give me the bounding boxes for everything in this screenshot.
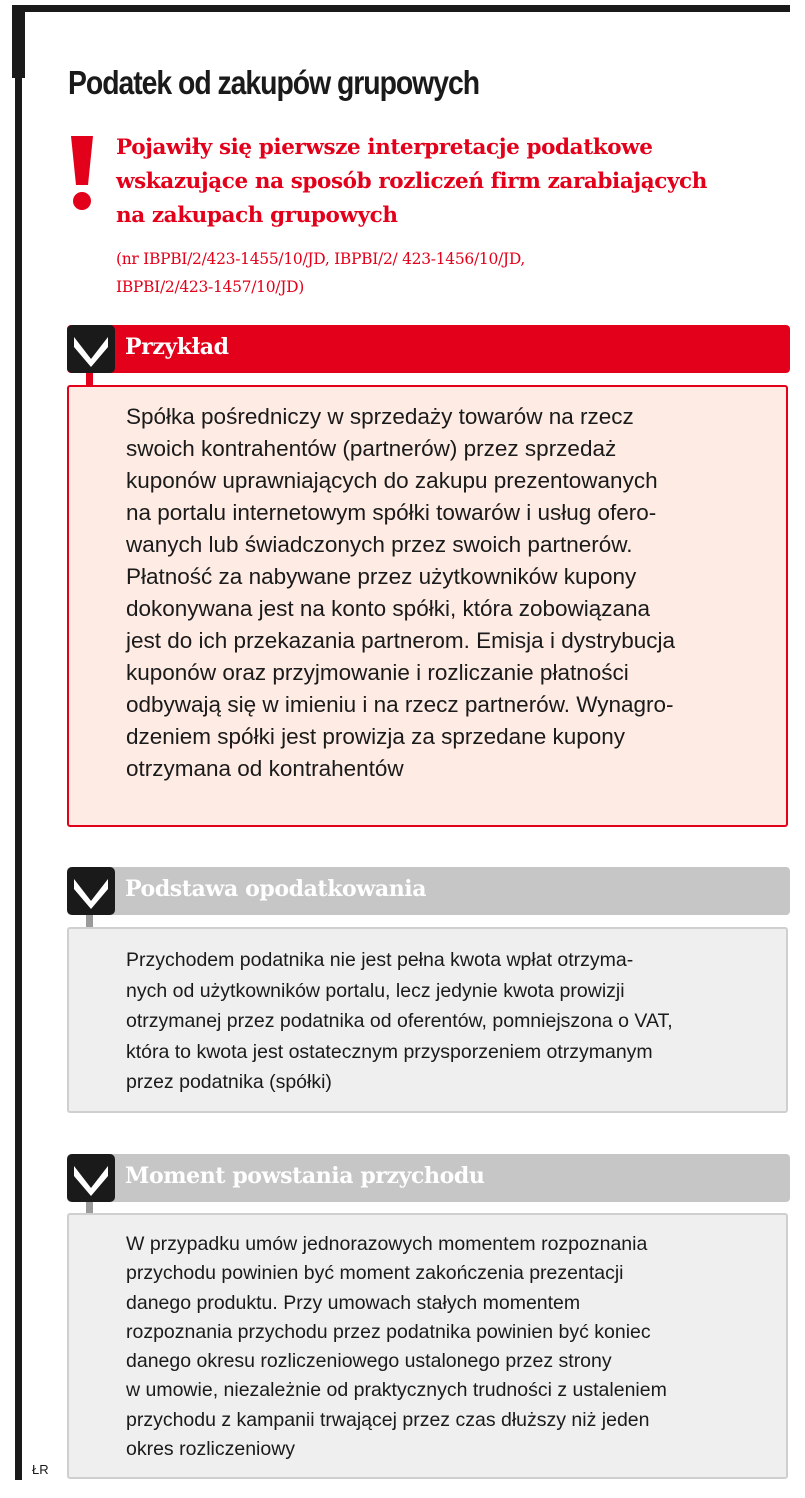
chevron-down-icon	[67, 867, 115, 915]
reference-numbers	[116, 245, 525, 301]
body-line: nych od użytkowników portalu, lecz jedynie kwota prowizji	[126, 979, 625, 1002]
section-header-revenue-moment	[67, 1154, 790, 1202]
section-heading: Przykład	[125, 334, 229, 360]
page-title: Podatek od zakupów grupowych	[68, 64, 480, 101]
body-line: swoich kontrahentów (partnerów) przez sprzedaż	[126, 436, 617, 461]
body-line: danego produktu. Przy umowach stałych momentem	[126, 1291, 581, 1314]
body-line: kuponów oraz przyjmowanie i rozliczanie płatności	[126, 660, 629, 685]
connector	[86, 915, 93, 927]
body-line: dokonywana jest na konto spółki, która zobowiązana	[126, 596, 651, 621]
body-line: rozpoznania przychodu przez podatnika powinien być koniec	[126, 1320, 651, 1343]
reference-line: (nr IBPBI/2/423-1455/10/JD, IBPBI/2/ 423-1456/10/JD,	[116, 250, 526, 268]
body-line: danego okresu rozliczeniowego ustalonego przez strony	[126, 1350, 612, 1373]
section-header-example	[67, 325, 790, 373]
connector	[86, 373, 93, 385]
lead-line: wskazujące na sposób rozliczeń firm zarabiających	[116, 169, 707, 194]
body-line: otrzymanej przez podatnika od oferentów, pomniejszona o VAT,	[126, 1010, 673, 1032]
body-line: odbywają się w imieniu i na rzecz partnerów. Wynagro-	[126, 692, 674, 717]
section-body-tax-base	[67, 927, 788, 1113]
author-initials: ŁR	[32, 1462, 49, 1477]
chevron-down-icon	[67, 1154, 115, 1202]
body-line: która to kwota jest ostatecznym przysporzeniem otrzymanym	[126, 1040, 653, 1063]
body-line: wanych lub świadczonych przez swoich partnerów.	[126, 532, 633, 557]
body-line: Przychodem podatnika nie jest pełna kwota wpłat otrzyma-	[126, 949, 634, 971]
frame-left-rule	[15, 5, 22, 1480]
lead-text	[116, 131, 707, 233]
body-line: przychodu z kampanii trwającej przez czas dłuższy niż jeden	[126, 1408, 650, 1431]
section-heading: Moment powstania przychodu	[125, 1163, 485, 1189]
body-line: dzeniem spółki jest prowizja za sprzedane kupony	[126, 724, 626, 749]
section-heading: Podstawa opodatkowania	[125, 876, 427, 902]
body-line: otrzymana od kontrahentów	[126, 756, 404, 781]
body-line: przez podatnika (spółki)	[126, 1071, 332, 1093]
lead-line: Pojawiły się pierwsze interpretacje podatkowe	[116, 135, 653, 160]
body-line: kuponów uprawniających do zakupu prezentowanych	[126, 468, 658, 493]
body-line: jest do ich przekazania partnerom. Emisja i dystrybucja	[126, 628, 675, 653]
body-line: przychodu powinien być moment zakończenia prezentacji	[126, 1262, 624, 1285]
body-line: Płatność za nabywane przez użytkowników kupony	[126, 564, 637, 589]
lead-line: na zakupach grupowych	[116, 203, 398, 228]
body-line: okres rozliczeniowy	[126, 1438, 296, 1461]
frame-top-rule	[12, 5, 790, 12]
body-line: na portalu internetowym spółki towarów i usług ofero-	[126, 500, 657, 525]
body-line: w umowie, niezależnie od praktycznych trudności z ustaleniem	[126, 1379, 667, 1402]
chevron-down-icon	[67, 325, 115, 373]
section-body-example	[67, 385, 788, 827]
exclamation-icon	[68, 135, 96, 215]
section-body-revenue-moment	[67, 1213, 788, 1479]
body-line: Spółka pośredniczy w sprzedaży towarów na rzecz	[126, 404, 634, 429]
body-line: W przypadku umów jednorazowych momentem rozpoznania	[126, 1233, 648, 1255]
reference-line: IBPBI/2/423-1457/10/JD)	[116, 278, 304, 296]
section-header-tax-base	[67, 867, 790, 915]
